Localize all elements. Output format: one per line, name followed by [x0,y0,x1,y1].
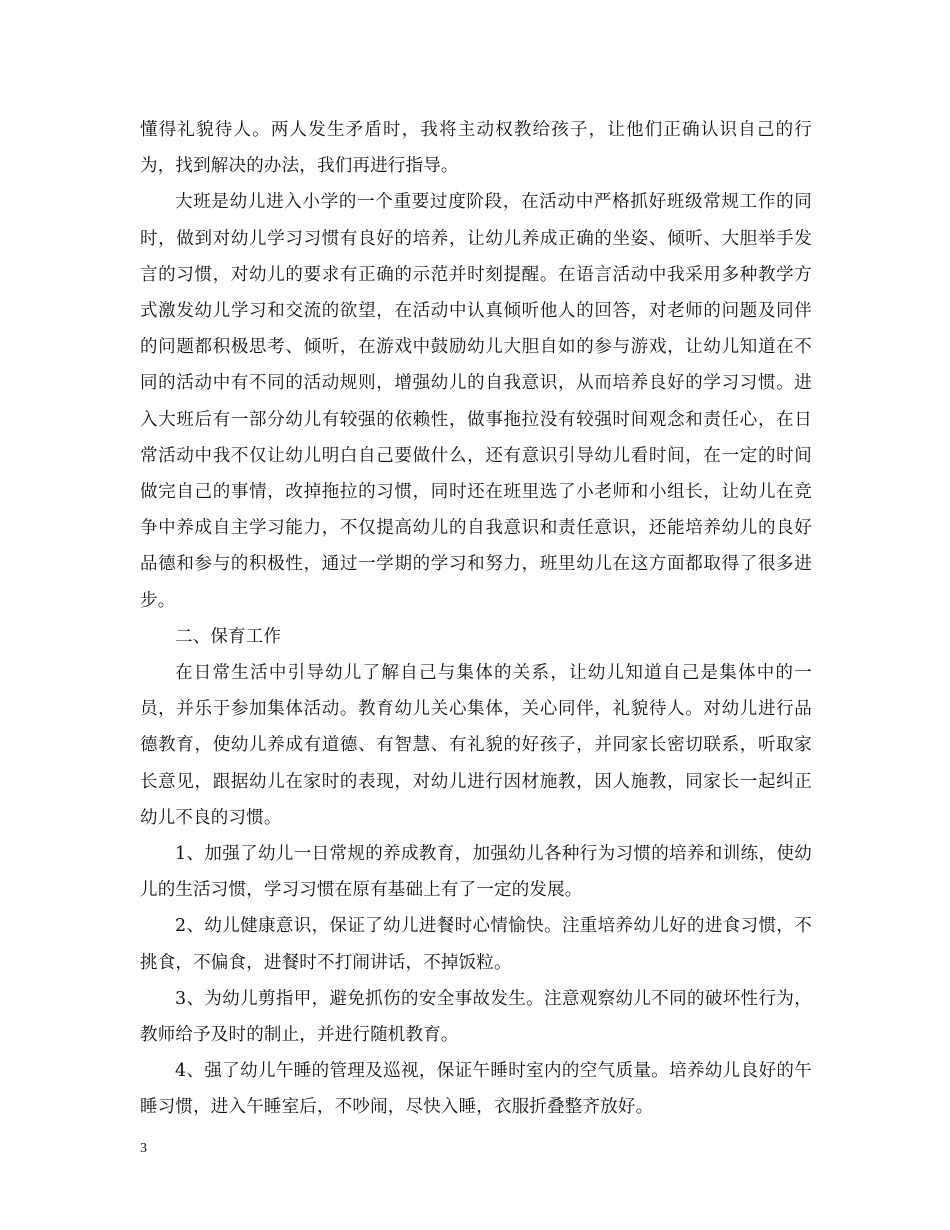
page-number: 3 [140,1141,147,1156]
list-item-1-routine-education: 1、加强了幼儿一日常规的养成教育，加强幼儿各种行为习惯的培养和训练，使幼儿的生活习惯，学习习惯在原有基础上有了一定的发展。 [140,844,812,901]
paragraph-continuation: 懂得礼貌待人。两人发生矛盾时，我将主动权教给孩子，让他们正确认识自己的行为，找到解决的办法，我们再进行指导。 [140,120,812,177]
list-item-3-nail-trimming: 3、为幼儿剪指甲，避免抓伤的安全事故发生。注意观察幼儿不同的破坏性行为，教师给予及时的制止，并进行随机教育。 [140,988,812,1046]
paragraph-collective-relations: 在日常生活中引导幼儿了解自己与集体的关系，让幼儿知道自己是集体中的一员，并乐于参加集体活动。教育幼儿关心集体，关心同伴，礼貌待人。对幼儿进行品德教育，使幼儿养成有道德、有智慧、有礼貌的好孩子，并同家长密切联系，听取家长意见，跟据幼儿在家时的表现，对幼儿进行因材施教，因人施教，同家长一起纠正幼儿不良的习惯。 [140,663,812,828]
section-heading-care-work: 二、保育工作 [175,626,282,647]
paragraph-senior-class-habits: 大班是幼儿进入小学的一个重要过度阶段，在活动中严格抓好班级常规工作的同时，做到对幼儿学习习惯有良好的培养，让幼儿养成正确的坐姿、倾听、大胆举手发言的习惯，对幼儿的要求有正确的示范并时刻提醒。在语言活动中我采用多种教学方式激发幼儿学习和交流的欲望，在活动中认真倾听他人的回答，对老师的问题及同伴的问题都积极思考、倾听，在游戏中鼓励幼儿大胆自如的参与游戏，让幼儿知道在不同的活动中有不同的活动规则，增强幼儿的自我意识，从而培养良好的学习习惯。进入大班后有一部分幼儿有较强的依赖性，做事拖拉没有较强时间观念和责任心，在日常活动中我不仅让幼儿明白自己要做什么，还有意识引导幼儿看时间，在一定的时间做完自己的事情，改掉拖拉的习惯，同时还在班里选了小老师和小组长，让幼儿在竞争中养成自主学习能力，不仅提高幼儿的自我意识和责任意识，还能培养幼儿的良好品德和参与的积极性，通过一学期的学习和努力，班里幼儿在这方面都取得了很多进步。 [140,192,812,611]
list-item-4-nap-management: 4、强了幼儿午睡的管理及巡视，保证午睡时室内的空气质量。培养幼儿良好的午睡习惯，进入午睡室后，不吵闹，尽快入睡，衣服折叠整齐放好。 [140,1061,812,1118]
document-body [140,112,812,1126]
list-item-2-health-awareness: 2、幼儿健康意识，保证了幼儿进餐时心情愉快。注重培养幼儿好的进食习惯，不挑食，不偏食，进餐时不打闹讲话，不掉饭粒。 [140,916,812,973]
